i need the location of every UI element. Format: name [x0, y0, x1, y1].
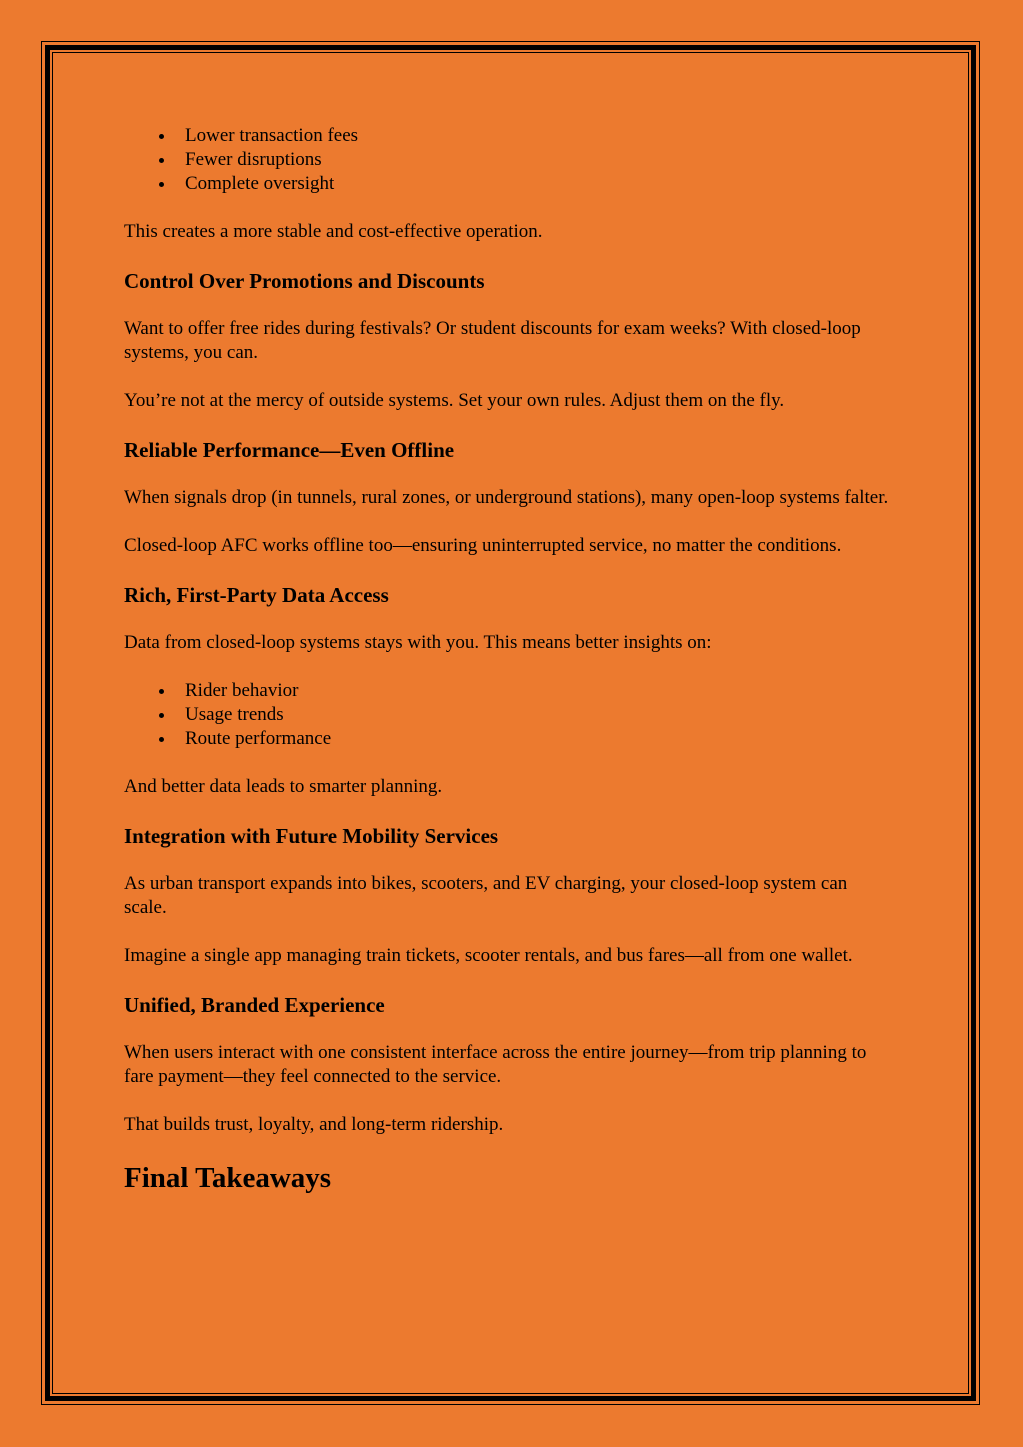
- list-item: Lower transaction fees: [185, 124, 894, 148]
- section-heading-promotions: Control Over Promotions and Discounts: [124, 269, 485, 293]
- paragraph: This creates a more stable and cost-effective operation.: [124, 221, 543, 242]
- list-item: Rider behavior: [185, 679, 894, 703]
- list-item: Route performance: [185, 727, 894, 751]
- list-item: Fewer disruptions: [185, 148, 894, 172]
- paragraph: When signals drop (in tunnels, rural zones, or underground stations), many open-loop systems falter.: [124, 487, 889, 508]
- benefits-list: [124, 124, 894, 196]
- insights-list: [124, 679, 894, 751]
- section-heading-data: Rich, First-Party Data Access: [124, 583, 389, 607]
- paragraph: Closed-loop AFC works offline too—ensuring uninterrupted service, no matter the conditions.: [124, 535, 842, 556]
- list-item: Usage trends: [185, 703, 894, 727]
- list-item: Complete oversight: [185, 172, 894, 196]
- paragraph: As urban transport expands into bikes, scooters, and EV charging, your closed-loop system can scale.: [124, 873, 848, 918]
- paragraph: And better data leads to smarter planning.: [124, 776, 443, 797]
- paragraph: Want to offer free rides during festivals? Or student discounts for exam weeks? With closed-loop systems, you can.: [124, 318, 861, 363]
- section-heading-integration: Integration with Future Mobility Services: [124, 824, 499, 848]
- paragraph: Data from closed-loop systems stays with you. This means better insights on:: [124, 632, 712, 653]
- paragraph: You’re not at the mercy of outside systems. Set your own rules. Adjust them on the fly.: [124, 390, 785, 411]
- paragraph: That builds trust, loyalty, and long-term ridership.: [124, 1114, 504, 1135]
- paragraph: When users interact with one consistent interface across the entire journey—from trip planning to fare payment—they feel connected to the service.: [124, 1042, 867, 1087]
- section-heading-reliable: Reliable Performance—Even Offline: [124, 438, 455, 462]
- final-takeaways-heading: Final Takeaways: [124, 1162, 332, 1194]
- document-body: [124, 124, 894, 1195]
- paragraph: Imagine a single app managing train tickets, scooter rentals, and bus fares—all from one wallet.: [124, 945, 853, 966]
- section-heading-unified: Unified, Branded Experience: [124, 993, 385, 1017]
